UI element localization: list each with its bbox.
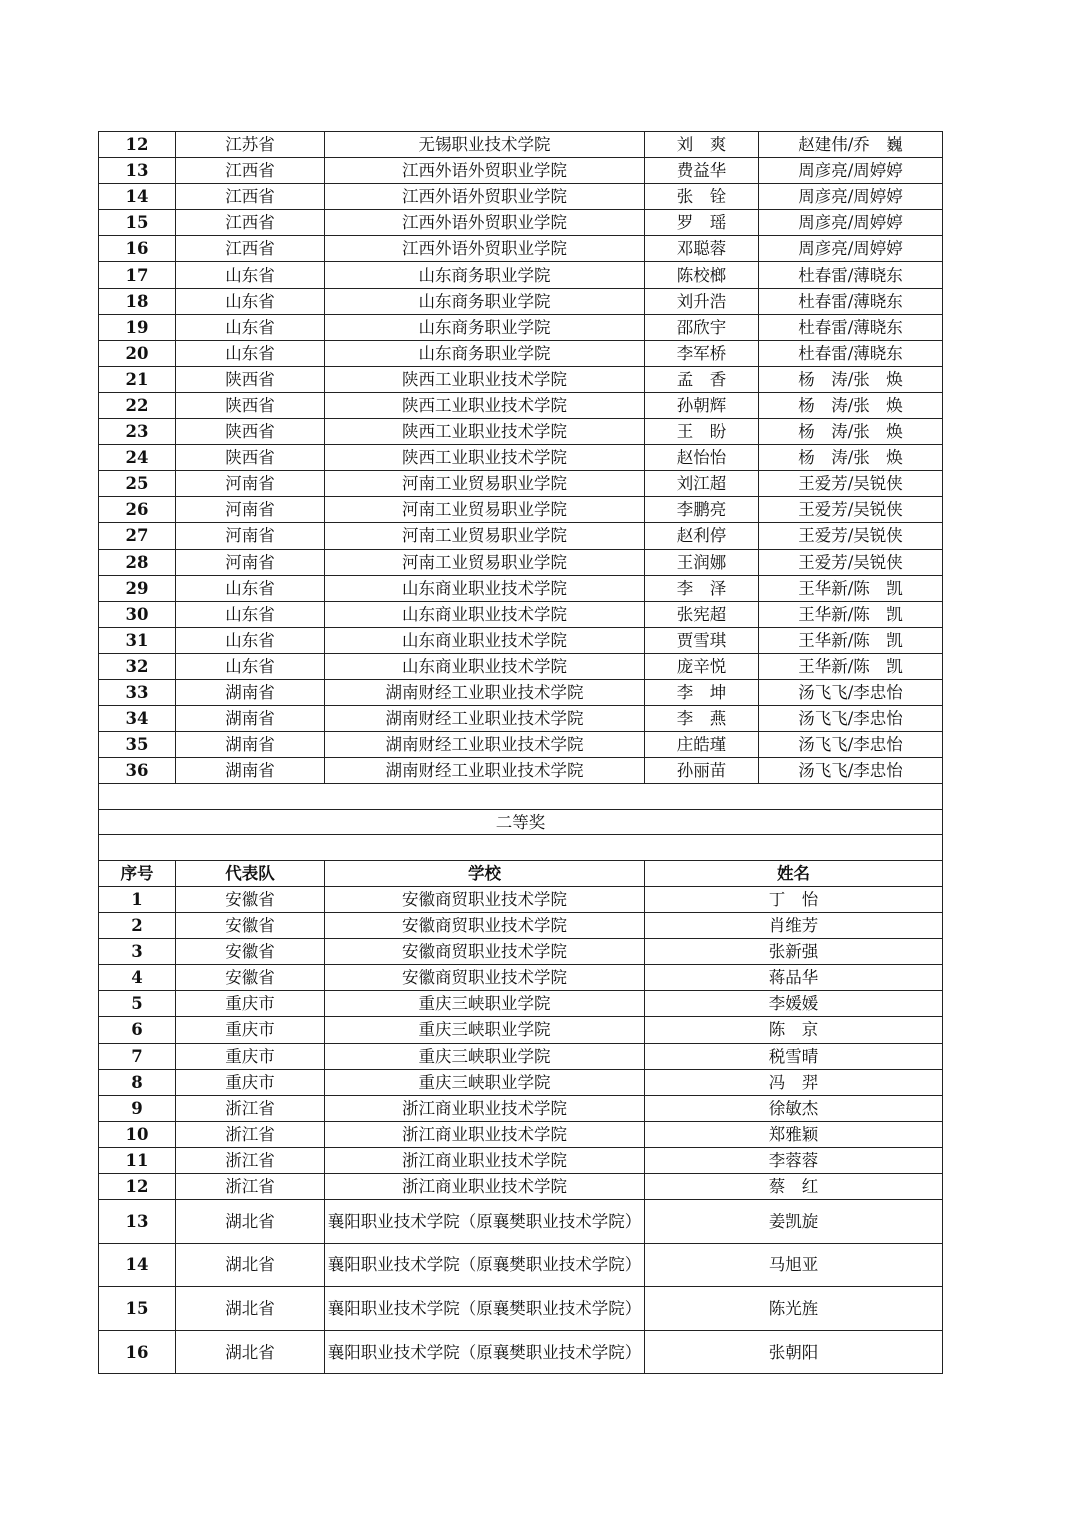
table-row xyxy=(99,575,943,601)
team-cell: 浙江省 xyxy=(176,1173,325,1199)
team-cell: 河南省 xyxy=(176,523,325,549)
table-row xyxy=(99,549,943,575)
row-number: 30 xyxy=(99,601,176,627)
team-cell: 山东省 xyxy=(176,601,325,627)
student-name-cell: 张宪超 xyxy=(645,601,759,627)
table-row xyxy=(99,1147,943,1173)
team-cell: 陕西省 xyxy=(176,392,325,418)
school-cell: 无锡职业技术学院 xyxy=(325,132,645,158)
school-cell: 江西外语外贸职业学院 xyxy=(325,236,645,262)
table-row xyxy=(99,1243,943,1287)
school-cell: 襄阳职业技术学院（原襄樊职业技术学院） xyxy=(325,1243,645,1287)
student-name-cell: 李 燕 xyxy=(645,706,759,732)
team-cell: 山东省 xyxy=(176,340,325,366)
school-cell: 湖南财经工业职业技术学院 xyxy=(325,732,645,758)
teacher-cell: 王华新/陈 凯 xyxy=(759,627,943,653)
student-name-cell: 赵利停 xyxy=(645,523,759,549)
row-number: 4 xyxy=(99,965,176,991)
blank-row xyxy=(99,784,943,810)
team-cell: 重庆市 xyxy=(176,1043,325,1069)
student-name-cell: 庞辛悦 xyxy=(645,653,759,679)
team-cell: 湖北省 xyxy=(176,1200,325,1244)
table-row xyxy=(99,601,943,627)
row-number: 35 xyxy=(99,732,176,758)
table-row xyxy=(99,758,943,784)
student-name-cell: 邵欣宇 xyxy=(645,314,759,340)
table-row xyxy=(99,392,943,418)
header-team: 代表队 xyxy=(176,860,325,886)
student-name-cell: 李 泽 xyxy=(645,575,759,601)
student-name-cell: 丁 怡 xyxy=(645,886,943,912)
team-cell: 陕西省 xyxy=(176,366,325,392)
teacher-cell: 杜春雷/薄晓东 xyxy=(759,314,943,340)
team-cell: 陕西省 xyxy=(176,445,325,471)
teacher-cell: 周彦亮/周婷婷 xyxy=(759,210,943,236)
student-name-cell: 李媛媛 xyxy=(645,991,943,1017)
school-cell: 陕西工业职业技术学院 xyxy=(325,419,645,445)
second-prize-heading-section xyxy=(99,784,943,887)
row-number: 13 xyxy=(99,158,176,184)
table-row xyxy=(99,1330,943,1374)
student-name-cell: 王 盼 xyxy=(645,419,759,445)
school-cell: 陕西工业职业技术学院 xyxy=(325,445,645,471)
team-cell: 河南省 xyxy=(176,497,325,523)
row-number: 14 xyxy=(99,1243,176,1287)
school-cell: 湖南财经工业职业技术学院 xyxy=(325,706,645,732)
row-number: 19 xyxy=(99,314,176,340)
school-cell: 浙江商业职业技术学院 xyxy=(325,1095,645,1121)
teacher-cell: 王华新/陈 凯 xyxy=(759,601,943,627)
teacher-cell: 汤飞飞/李忠怡 xyxy=(759,706,943,732)
student-name-cell: 张 铨 xyxy=(645,184,759,210)
row-number: 3 xyxy=(99,939,176,965)
row-number: 11 xyxy=(99,1147,176,1173)
school-cell: 山东商务职业学院 xyxy=(325,314,645,340)
team-cell: 湖北省 xyxy=(176,1287,325,1331)
row-number: 18 xyxy=(99,288,176,314)
student-name-cell: 陈 京 xyxy=(645,1017,943,1043)
teacher-cell: 王爱芳/吴锐侠 xyxy=(759,471,943,497)
team-cell: 江苏省 xyxy=(176,132,325,158)
header-no: 序号 xyxy=(99,860,176,886)
school-cell: 浙江商业职业技术学院 xyxy=(325,1121,645,1147)
row-number: 9 xyxy=(99,1095,176,1121)
teacher-cell: 王爱芳/吴锐侠 xyxy=(759,523,943,549)
teacher-cell: 杜春雷/薄晓东 xyxy=(759,262,943,288)
row-number: 12 xyxy=(99,1173,176,1199)
teacher-cell: 王爱芳/吴锐侠 xyxy=(759,549,943,575)
student-name-cell: 李 坤 xyxy=(645,679,759,705)
teacher-cell: 杨 涛/张 焕 xyxy=(759,392,943,418)
table-row xyxy=(99,366,943,392)
blank-row xyxy=(99,835,943,861)
school-cell: 襄阳职业技术学院（原襄樊职业技术学院） xyxy=(325,1287,645,1331)
row-number: 34 xyxy=(99,706,176,732)
student-name-cell: 李蓉蓉 xyxy=(645,1147,943,1173)
student-name-cell: 税雪晴 xyxy=(645,1043,943,1069)
table-row xyxy=(99,340,943,366)
row-number: 13 xyxy=(99,1200,176,1244)
student-name-cell: 蔡 红 xyxy=(645,1173,943,1199)
table-row xyxy=(99,1287,943,1331)
team-cell: 浙江省 xyxy=(176,1147,325,1173)
school-cell: 重庆三峡职业学院 xyxy=(325,991,645,1017)
row-number: 10 xyxy=(99,1121,176,1147)
table-row xyxy=(99,991,943,1017)
team-cell: 重庆市 xyxy=(176,1069,325,1095)
student-name-cell: 徐敏杰 xyxy=(645,1095,943,1121)
team-cell: 山东省 xyxy=(176,653,325,679)
team-cell: 安徽省 xyxy=(176,965,325,991)
table-row xyxy=(99,314,943,340)
table-row xyxy=(99,1069,943,1095)
table-row xyxy=(99,913,943,939)
row-number: 14 xyxy=(99,184,176,210)
table-row xyxy=(99,419,943,445)
school-cell: 襄阳职业技术学院（原襄樊职业技术学院） xyxy=(325,1200,645,1244)
row-number: 21 xyxy=(99,366,176,392)
teacher-cell: 汤飞飞/李忠怡 xyxy=(759,732,943,758)
second-prize-section xyxy=(99,886,943,1374)
first-prize-section xyxy=(99,132,943,784)
team-cell: 江西省 xyxy=(176,210,325,236)
table-row xyxy=(99,471,943,497)
student-name-cell: 刘 爽 xyxy=(645,132,759,158)
row-number: 15 xyxy=(99,210,176,236)
student-name-cell: 姜凯旋 xyxy=(645,1200,943,1244)
team-cell: 湖南省 xyxy=(176,732,325,758)
student-name-cell: 肖维芳 xyxy=(645,913,943,939)
student-name-cell: 陈校榔 xyxy=(645,262,759,288)
student-name-cell: 邓聪蓉 xyxy=(645,236,759,262)
school-cell: 河南工业贸易职业学院 xyxy=(325,523,645,549)
teacher-cell: 王爱芳/吴锐侠 xyxy=(759,497,943,523)
teacher-cell: 汤飞飞/李忠怡 xyxy=(759,679,943,705)
table-row xyxy=(99,262,943,288)
team-cell: 山东省 xyxy=(176,288,325,314)
row-number: 26 xyxy=(99,497,176,523)
student-name-cell: 马旭亚 xyxy=(645,1243,943,1287)
row-number: 17 xyxy=(99,262,176,288)
school-cell: 浙江商业职业技术学院 xyxy=(325,1147,645,1173)
row-number: 1 xyxy=(99,886,176,912)
team-cell: 浙江省 xyxy=(176,1121,325,1147)
row-number: 8 xyxy=(99,1069,176,1095)
table-row xyxy=(99,184,943,210)
student-name-cell: 李鹏亮 xyxy=(645,497,759,523)
school-cell: 山东商业职业技术学院 xyxy=(325,653,645,679)
student-name-cell: 孙朝辉 xyxy=(645,392,759,418)
row-number: 22 xyxy=(99,392,176,418)
row-number: 16 xyxy=(99,236,176,262)
team-cell: 山东省 xyxy=(176,314,325,340)
school-cell: 安徽商贸职业技术学院 xyxy=(325,939,645,965)
school-cell: 河南工业贸易职业学院 xyxy=(325,471,645,497)
team-cell: 重庆市 xyxy=(176,1017,325,1043)
student-name-cell: 蒋品华 xyxy=(645,965,943,991)
header-school: 学校 xyxy=(325,860,645,886)
school-cell: 安徽商贸职业技术学院 xyxy=(325,886,645,912)
teacher-cell: 汤飞飞/李忠怡 xyxy=(759,758,943,784)
row-number: 24 xyxy=(99,445,176,471)
teacher-cell: 周彦亮/周婷婷 xyxy=(759,184,943,210)
row-number: 23 xyxy=(99,419,176,445)
school-cell: 浙江商业职业技术学院 xyxy=(325,1173,645,1199)
table-row xyxy=(99,523,943,549)
row-number: 20 xyxy=(99,340,176,366)
award-table xyxy=(98,131,943,1374)
student-name-cell: 费益华 xyxy=(645,158,759,184)
row-number: 31 xyxy=(99,627,176,653)
team-cell: 浙江省 xyxy=(176,1095,325,1121)
row-number: 33 xyxy=(99,679,176,705)
student-name-cell: 张朝阳 xyxy=(645,1330,943,1374)
second-prize-title: 二等奖 xyxy=(99,809,943,835)
school-cell: 重庆三峡职业学院 xyxy=(325,1017,645,1043)
school-cell: 陕西工业职业技术学院 xyxy=(325,366,645,392)
student-name-cell: 孙丽苗 xyxy=(645,758,759,784)
teacher-cell: 杨 涛/张 焕 xyxy=(759,419,943,445)
team-cell: 陕西省 xyxy=(176,419,325,445)
table-row xyxy=(99,132,943,158)
row-number: 5 xyxy=(99,991,176,1017)
school-cell: 江西外语外贸职业学院 xyxy=(325,184,645,210)
teacher-cell: 杨 涛/张 焕 xyxy=(759,445,943,471)
table-row xyxy=(99,445,943,471)
table-row xyxy=(99,706,943,732)
teacher-cell: 杜春雷/薄晓东 xyxy=(759,340,943,366)
school-cell: 河南工业贸易职业学院 xyxy=(325,549,645,575)
student-name-cell: 李军桥 xyxy=(645,340,759,366)
teacher-cell: 赵建伟/乔 巍 xyxy=(759,132,943,158)
team-cell: 山东省 xyxy=(176,262,325,288)
header-name: 姓名 xyxy=(645,860,943,886)
team-cell: 湖北省 xyxy=(176,1330,325,1374)
teacher-cell: 杜春雷/薄晓东 xyxy=(759,288,943,314)
student-name-cell: 陈光旌 xyxy=(645,1287,943,1331)
table-row xyxy=(99,236,943,262)
table-row xyxy=(99,627,943,653)
student-name-cell: 赵怡怡 xyxy=(645,445,759,471)
school-cell: 安徽商贸职业技术学院 xyxy=(325,965,645,991)
school-cell: 河南工业贸易职业学院 xyxy=(325,497,645,523)
student-name-cell: 庄皓瑾 xyxy=(645,732,759,758)
student-name-cell: 孟 香 xyxy=(645,366,759,392)
table-row xyxy=(99,288,943,314)
student-name-cell: 刘升浩 xyxy=(645,288,759,314)
row-number: 27 xyxy=(99,523,176,549)
team-cell: 湖南省 xyxy=(176,758,325,784)
school-cell: 山东商业职业技术学院 xyxy=(325,601,645,627)
table-row xyxy=(99,1173,943,1199)
section-title-row xyxy=(99,809,943,835)
school-cell: 重庆三峡职业学院 xyxy=(325,1069,645,1095)
row-number: 28 xyxy=(99,549,176,575)
school-cell: 江西外语外贸职业学院 xyxy=(325,158,645,184)
table-row xyxy=(99,1095,943,1121)
school-cell: 江西外语外贸职业学院 xyxy=(325,210,645,236)
row-number: 25 xyxy=(99,471,176,497)
table-row xyxy=(99,1200,943,1244)
team-cell: 安徽省 xyxy=(176,886,325,912)
team-cell: 山东省 xyxy=(176,575,325,601)
table-row xyxy=(99,1017,943,1043)
header-row xyxy=(99,860,943,886)
school-cell: 山东商务职业学院 xyxy=(325,262,645,288)
row-number: 32 xyxy=(99,653,176,679)
school-cell: 陕西工业职业技术学院 xyxy=(325,392,645,418)
team-cell: 重庆市 xyxy=(176,991,325,1017)
school-cell: 山东商业职业技术学院 xyxy=(325,575,645,601)
row-number: 16 xyxy=(99,1330,176,1374)
student-name-cell: 刘江超 xyxy=(645,471,759,497)
team-cell: 湖南省 xyxy=(176,706,325,732)
row-number: 29 xyxy=(99,575,176,601)
team-cell: 江西省 xyxy=(176,236,325,262)
table-row xyxy=(99,939,943,965)
student-name-cell: 郑雅颖 xyxy=(645,1121,943,1147)
table-row xyxy=(99,158,943,184)
teacher-cell: 周彦亮/周婷婷 xyxy=(759,236,943,262)
table-row xyxy=(99,653,943,679)
team-cell: 河南省 xyxy=(176,549,325,575)
school-cell: 山东商务职业学院 xyxy=(325,288,645,314)
row-number: 12 xyxy=(99,132,176,158)
team-cell: 江西省 xyxy=(176,184,325,210)
teacher-cell: 王华新/陈 凯 xyxy=(759,653,943,679)
row-number: 7 xyxy=(99,1043,176,1069)
table-row xyxy=(99,965,943,991)
row-number: 2 xyxy=(99,913,176,939)
row-number: 6 xyxy=(99,1017,176,1043)
student-name-cell: 贾雪琪 xyxy=(645,627,759,653)
row-number: 36 xyxy=(99,758,176,784)
team-cell: 河南省 xyxy=(176,471,325,497)
school-cell: 安徽商贸职业技术学院 xyxy=(325,913,645,939)
table-row xyxy=(99,210,943,236)
teacher-cell: 周彦亮/周婷婷 xyxy=(759,158,943,184)
school-cell: 山东商务职业学院 xyxy=(325,340,645,366)
table-row xyxy=(99,679,943,705)
team-cell: 山东省 xyxy=(176,627,325,653)
team-cell: 安徽省 xyxy=(176,939,325,965)
table-row xyxy=(99,1043,943,1069)
team-cell: 江西省 xyxy=(176,158,325,184)
school-cell: 湖南财经工业职业技术学院 xyxy=(325,679,645,705)
table-row xyxy=(99,1121,943,1147)
team-cell: 安徽省 xyxy=(176,913,325,939)
team-cell: 湖南省 xyxy=(176,679,325,705)
team-cell: 湖北省 xyxy=(176,1243,325,1287)
row-number: 15 xyxy=(99,1287,176,1331)
school-cell: 襄阳职业技术学院（原襄樊职业技术学院） xyxy=(325,1330,645,1374)
teacher-cell: 杨 涛/张 焕 xyxy=(759,366,943,392)
student-name-cell: 王润娜 xyxy=(645,549,759,575)
student-name-cell: 张新强 xyxy=(645,939,943,965)
student-name-cell: 冯 羿 xyxy=(645,1069,943,1095)
teacher-cell: 王华新/陈 凯 xyxy=(759,575,943,601)
student-name-cell: 罗 瑶 xyxy=(645,210,759,236)
school-cell: 山东商业职业技术学院 xyxy=(325,627,645,653)
table-row xyxy=(99,732,943,758)
school-cell: 湖南财经工业职业技术学院 xyxy=(325,758,645,784)
table-row xyxy=(99,497,943,523)
table-row xyxy=(99,886,943,912)
school-cell: 重庆三峡职业学院 xyxy=(325,1043,645,1069)
